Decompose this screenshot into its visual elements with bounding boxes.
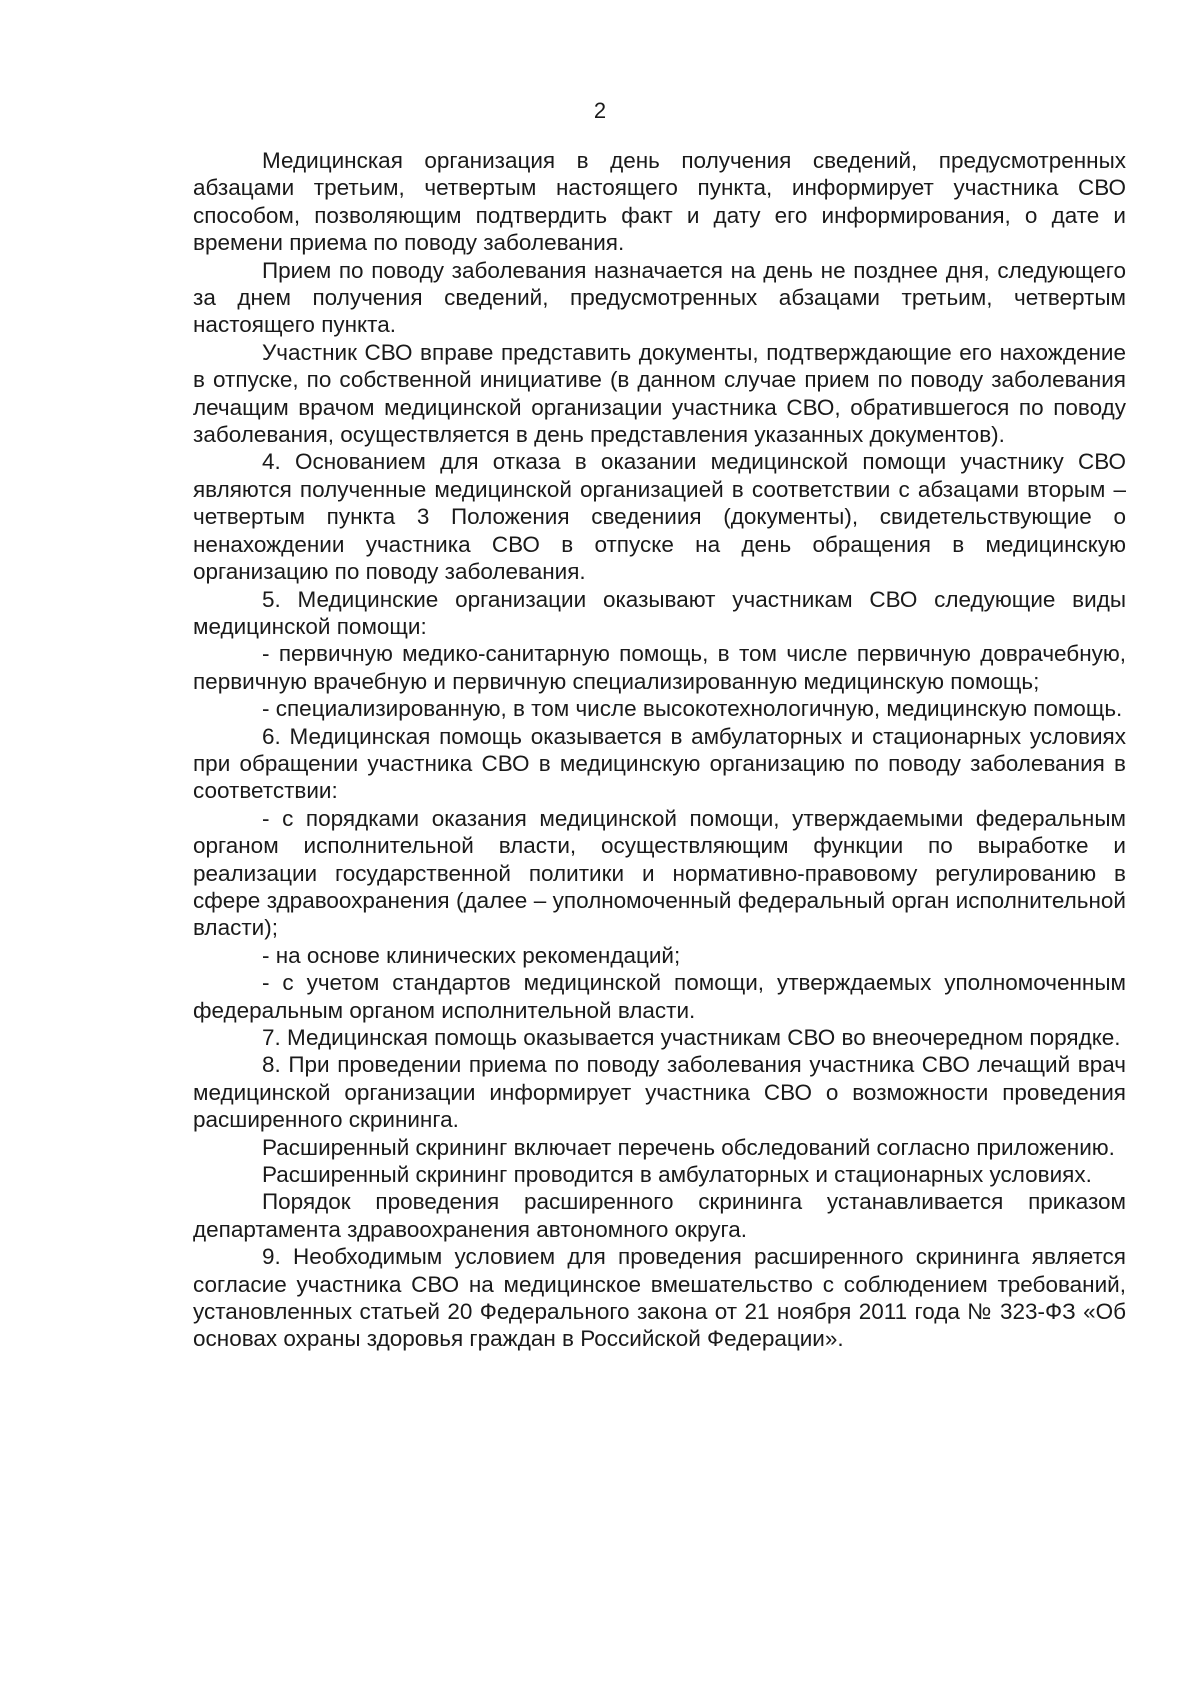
paragraph: Расширенный скрининг включает перечень обследований согласно приложению. — [262, 1134, 1115, 1160]
paragraph: 6. Медицинская помощь оказывается в амбулаторных и стационарных условиях при обращении участника СВО в медицинскую организацию по поводу заболевания в соответствии: — [193, 723, 1126, 804]
list-item: - с учетом стандартов медицинской помощи, утверждаемых уполномоченным федеральным органом исполнительной власти. — [193, 970, 1126, 1023]
paragraph: 4. Основанием для отказа в оказании медицинской помощи участнику СВО являются полученные медицинской организацией в соответствии с абзацами вторым – четвертым пункта 3 Положения сведениия (документы), свидетельствующие о ненахождении участника СВО в отпуске на день обращения в медицинскую организацию по поводу заболевания. — [193, 449, 1126, 585]
paragraph: Порядок проведения расширенного скрининга устанавливается приказом департамента здравоохранения автономного округа. — [193, 1189, 1126, 1242]
paragraph: Участник СВО вправе представить документы, подтверждающие его нахождение в отпуске, по собственной инициативе (в данном случае прием по поводу заболевания лечащим врачом медицинской организации участника СВО, обратившегося по поводу заболевания, осуществляется в день представления указанных документов). — [193, 339, 1126, 448]
paragraph: 9. Необходимым условием для проведения расширенного скрининга является согласие участника СВО на медицинское вмешательство с соблюдением требований, установленных статьей 20 Федерального закона от 21 ноября 2011 года № 323-ФЗ «Об основах охраны здоровья граждан в Российской Федерации». — [193, 1244, 1126, 1352]
list-item: - на основе клинических рекомендаций; — [262, 942, 681, 968]
list-item: - с порядками оказания медицинской помощи, утверждаемыми федеральным органом исполнительной власти, осуществляющим функции по выработке и реализации государственной политики и нормативно-правовому регулированию в сфере здравоохранения (далее – уполномоченный федеральный орган исполнительной власти); — [193, 805, 1126, 941]
paragraph: 7. Медицинская помощь оказывается участникам СВО во внеочередном порядке. — [262, 1025, 1121, 1050]
paragraph: Расширенный скрининг проводится в амбулаторных и стационарных условиях. — [262, 1162, 1092, 1188]
paragraph: 5. Медицинские организации оказывают участникам СВО следующие виды медицинской помощи: — [193, 586, 1126, 639]
paragraph: Медицинская организация в день получения сведений, предусмотренных абзацами третьим, четвертым настоящего пункта, информирует участника СВО способом, позволяющим подтвердить факт и дату его информирования, о дате и времени приема по поводу заболевания. — [193, 148, 1126, 256]
document-body — [193, 147, 1126, 1353]
page-number: 2 — [593, 98, 607, 123]
list-item: - специализированную, в том числе высокотехнологичную, медицинскую помощь. — [262, 696, 1123, 722]
paragraph: 8. При проведении приема по поводу заболевания участника СВО лечащий врач медицинской организации информирует участника СВО о возможности проведения расширенного скрининга. — [193, 1052, 1126, 1133]
list-item: - первичную медико-санитарную помощь, в том числе первичную доврачебную, первичную врачебную и первичную специализированную медицинскую помощь; — [193, 641, 1126, 694]
paragraph: Прием по поводу заболевания назначается на день не позднее дня, следующего за днем получения сведений, предусмотренных абзацами третьим, четвертым настоящего пункта. — [193, 257, 1126, 338]
